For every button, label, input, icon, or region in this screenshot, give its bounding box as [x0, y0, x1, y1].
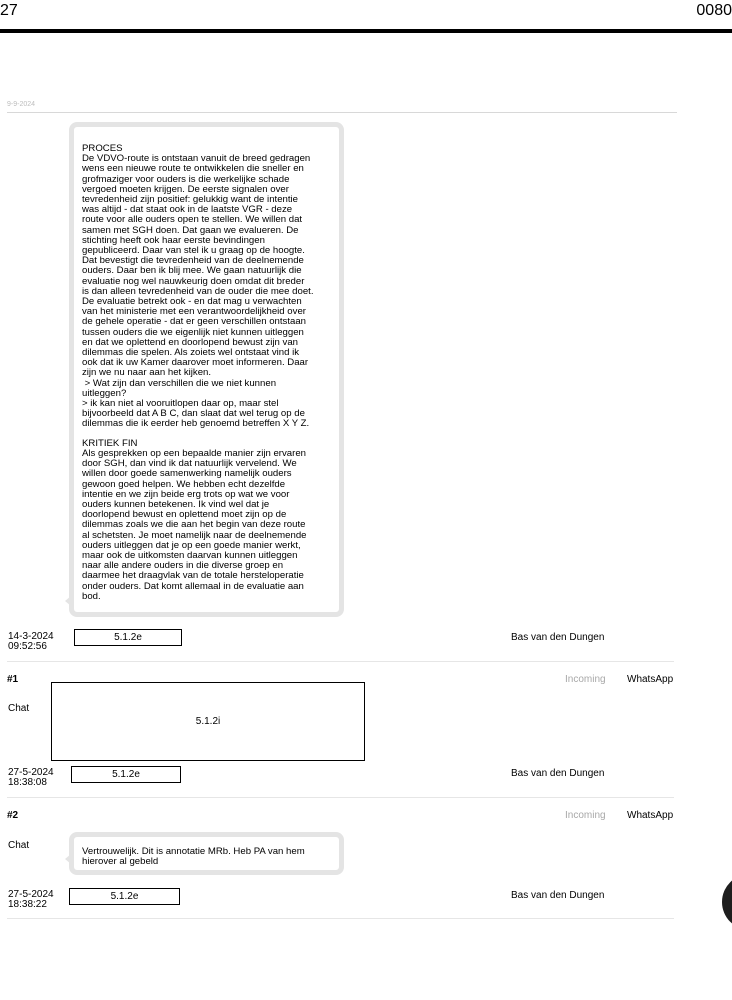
message-line: tevredenheid zijn positief: gelukkig want de intentie: [82, 194, 298, 206]
message-line: Dat bevestigt die tevredenheid van de deelnemende: [82, 255, 304, 267]
message-line: ook dat ik uw Kamer daarover moet informeren. Daar: [82, 357, 309, 369]
message-line: De evaluatie betrekt ook - en dat mag u verwachten: [82, 296, 302, 308]
message-date: 27-5-2024: [8, 767, 54, 778]
row-divider: [7, 797, 674, 798]
message-line: dilemmas zoals we die aan het begin van deze route: [82, 519, 306, 531]
bubble-tail: [65, 854, 71, 864]
message-line: al schetsten. Je moet namelijk naar de deelnemende: [82, 529, 307, 541]
message-bubble: [69, 122, 344, 617]
message-line: samen met SGH doen. Dat gaan we evalueren. De: [82, 224, 299, 236]
message-direction: Incoming: [565, 674, 606, 685]
message-line: en dat we oplettend en doorlopend bewust zijn van: [82, 336, 299, 348]
message-line: gepubliceerd. Daar van stel ik u graag op de hoogte.: [82, 245, 305, 257]
message-line: intentie en we zijn beide erg trots op wat we voor: [82, 488, 290, 500]
message-line: Vertrouwelijk. Dit is annotatie MRb. Heb PA van hem: [82, 846, 305, 857]
message-line: > ik kan niet al vooruitlopen daar op, maar stel: [82, 398, 279, 410]
date-group-label: 9-9-2024: [7, 101, 36, 108]
message-line: onder ouders. Dat komt allemaal in de evaluatie aan: [82, 580, 304, 592]
message-line: is dan alleen tevredenheid van de ouder die mee doet.: [82, 285, 314, 297]
message-line: ouders kunnen betekenen. Ik vind wel dat je: [82, 498, 270, 510]
page-number-left: 27: [0, 2, 18, 19]
scroll-to-top-button[interactable]: [722, 874, 732, 930]
sender-name: Bas van den Dungen: [511, 632, 605, 643]
message-line: stichting heeft ook haar eerste bevindingen: [82, 234, 265, 246]
message-timestamp: [8, 632, 54, 652]
redacted-message-body: [51, 682, 365, 761]
message-line: de gehele operatie - dat er geen verschillen ontstaan: [82, 316, 307, 328]
message-line: ouders uitleggen dat je op een goede manier werkt,: [82, 539, 301, 551]
message-line: bijvoorbeeld dat A B C, dan slaat dat wel terug op de: [82, 408, 305, 420]
message-time: 18:38:22: [8, 899, 47, 910]
message-line: grofmaziger voor ouders is die werkelijke schade: [82, 173, 290, 185]
message-line: maar ook de uitkomsten daarvan kunnen uitleggen: [82, 549, 298, 561]
message-type: Chat: [8, 840, 30, 851]
message-bubble: [69, 832, 344, 875]
message-line: PROCES: [82, 143, 123, 154]
row-divider: [7, 661, 674, 662]
message-line: hierover al gebeld: [82, 856, 159, 868]
redaction-box: 5.1.2e: [74, 629, 182, 646]
date-group-divider: [7, 112, 677, 113]
message-paragraph: [82, 144, 331, 430]
message-number: #1: [7, 674, 19, 685]
message-line: daarmee het draagvlak van de totale hersteloperatie: [82, 570, 304, 582]
message-date: 14-3-2024: [8, 631, 54, 642]
message-timestamp: [8, 890, 54, 910]
sender-name: Bas van den Dungen: [511, 768, 605, 779]
message-line: > Wat zijn dan verschillen die we niet kunnen: [82, 377, 277, 389]
message-line: evaluatie nog wel nauwkeurig doen omdat dit breder: [82, 275, 305, 287]
message-line: van het ministerie met een verantwoordelijkheid over: [82, 306, 306, 318]
message-number: #2: [7, 810, 19, 821]
redaction-box: 5.1.2e: [69, 888, 180, 905]
message-line: route voor alle ouders open te stellen. We willen dat: [82, 214, 303, 226]
sender-name: Bas van den Dungen: [511, 890, 605, 901]
message-line: vergoed moeten krijgen. De eerste signalen over: [82, 183, 289, 195]
message-line: was altijd - dat staat ook in de laatste VGR - deze: [82, 204, 293, 216]
page-number-right: 0080: [696, 2, 732, 19]
message-direction: Incoming: [565, 810, 606, 821]
message-source: WhatsApp: [627, 810, 674, 821]
message-time: 09:52:56: [8, 641, 47, 652]
message-text: [82, 847, 331, 867]
redaction-box: 5.1.2e: [71, 766, 181, 783]
bubble-tail: [65, 596, 71, 606]
message-line: bod.: [82, 590, 101, 602]
row-divider: [7, 918, 674, 919]
message-line: zijn we nu naar aan het kijken.: [82, 367, 212, 379]
message-line: naar alle andere ouders in die diverse groep en: [82, 560, 284, 572]
message-line: uitleggen?: [82, 387, 127, 399]
message-time: 18:38:08: [8, 777, 47, 788]
message-line: De VDVO-route is ontstaan vanuit de breed gedragen: [82, 153, 311, 165]
message-text: [82, 144, 331, 602]
message-line: Als gesprekken op een bepaalde manier zijn ervaren: [82, 447, 306, 459]
message-line: dilemmas die spelen. Als zoiets wel ontstaat vind ik: [82, 347, 300, 359]
message-line: doorlopend bewust en oplettend moet zijn op de: [82, 509, 287, 521]
header-divider: [0, 29, 732, 33]
message-date: 27-5-2024: [8, 889, 54, 900]
message-line: gewoon goed helpen. We hebben echt dezelfde: [82, 478, 286, 490]
message-paragraph: [82, 439, 331, 602]
message-line: tussen ouders die we eigenlijk niet kunnen uitleggen: [82, 326, 304, 338]
message-timestamp: [8, 768, 54, 788]
message-type: Chat: [8, 703, 30, 714]
message-line: wens een nieuwe route te ontwikkelen die sneller en: [82, 163, 304, 175]
message-line: ouders. Daar ben ik blij mee. We gaan natuurlijk die: [82, 265, 302, 277]
message-line: willen door goede samenwerking namelijk ouders: [82, 468, 292, 480]
message-line: door SGH, dan vind ik dat natuurlijk vervelend. We: [82, 458, 297, 470]
message-line: dilemmas die ik eerder heb genoemd betreffen X Y Z.: [82, 418, 310, 430]
message-source: WhatsApp: [627, 674, 674, 685]
message-line: KRITIEK FIN: [82, 437, 138, 449]
redaction-code: 5.1.2i: [195, 716, 221, 727]
